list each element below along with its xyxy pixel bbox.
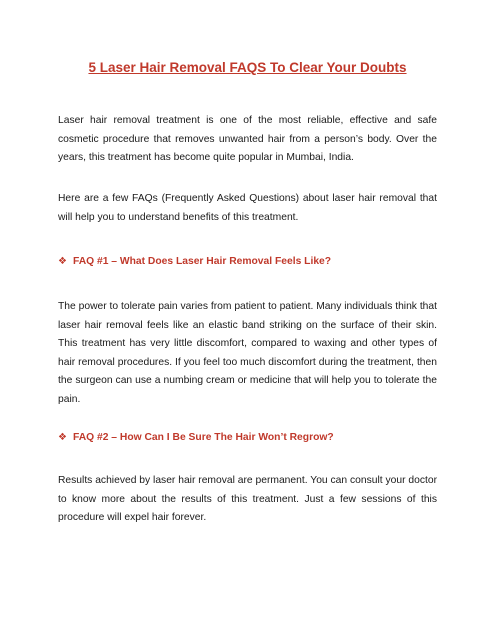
faq-heading-2	[58, 431, 437, 445]
faq-answer-2: Results achieved by laser hair removal are permanent. You can consult your doctor to know more about the results of this treatment. Just a few sessions of this procedure will expel hair forever.	[58, 475, 437, 523]
diamond-bullet-icon: ❖	[58, 432, 67, 443]
faq-heading-1	[58, 255, 437, 269]
diamond-bullet-icon: ❖	[58, 256, 67, 267]
faq-question-1: FAQ #1 – What Does Laser Hair Removal Feels Like?	[72, 256, 332, 267]
intro-paragraph-2: Here are a few FAQs (Frequently Asked Questions) about laser hair removal that will help you to understand benefits of this treatment.	[58, 193, 437, 223]
page-title: 5 Laser Hair Removal FAQS To Clear Your Doubts	[88, 60, 407, 75]
faq-question-2: FAQ #2 – How Can I Be Sure The Hair Won’t Regrow?	[72, 432, 334, 443]
intro-paragraph-1: Laser hair removal treatment is one of the most reliable, effective and safe cosmetic procedure that removes unwanted hair from a person’s body. Over the years, this treatment has become quite popular in Mumbai, India.	[58, 115, 437, 163]
faq-answer-1: The power to tolerate pain varies from patient to patient. Many individuals think that laser hair removal feels like an elastic band striking on the surface of their skin. This treatment has very little discomfort, compared to waxing and other types of hair removal procedures. If you feel too much discomfort during the treatment, then the surgeon can use a numbing cream or medicine that will help you to tolerate the pain.	[58, 301, 437, 405]
